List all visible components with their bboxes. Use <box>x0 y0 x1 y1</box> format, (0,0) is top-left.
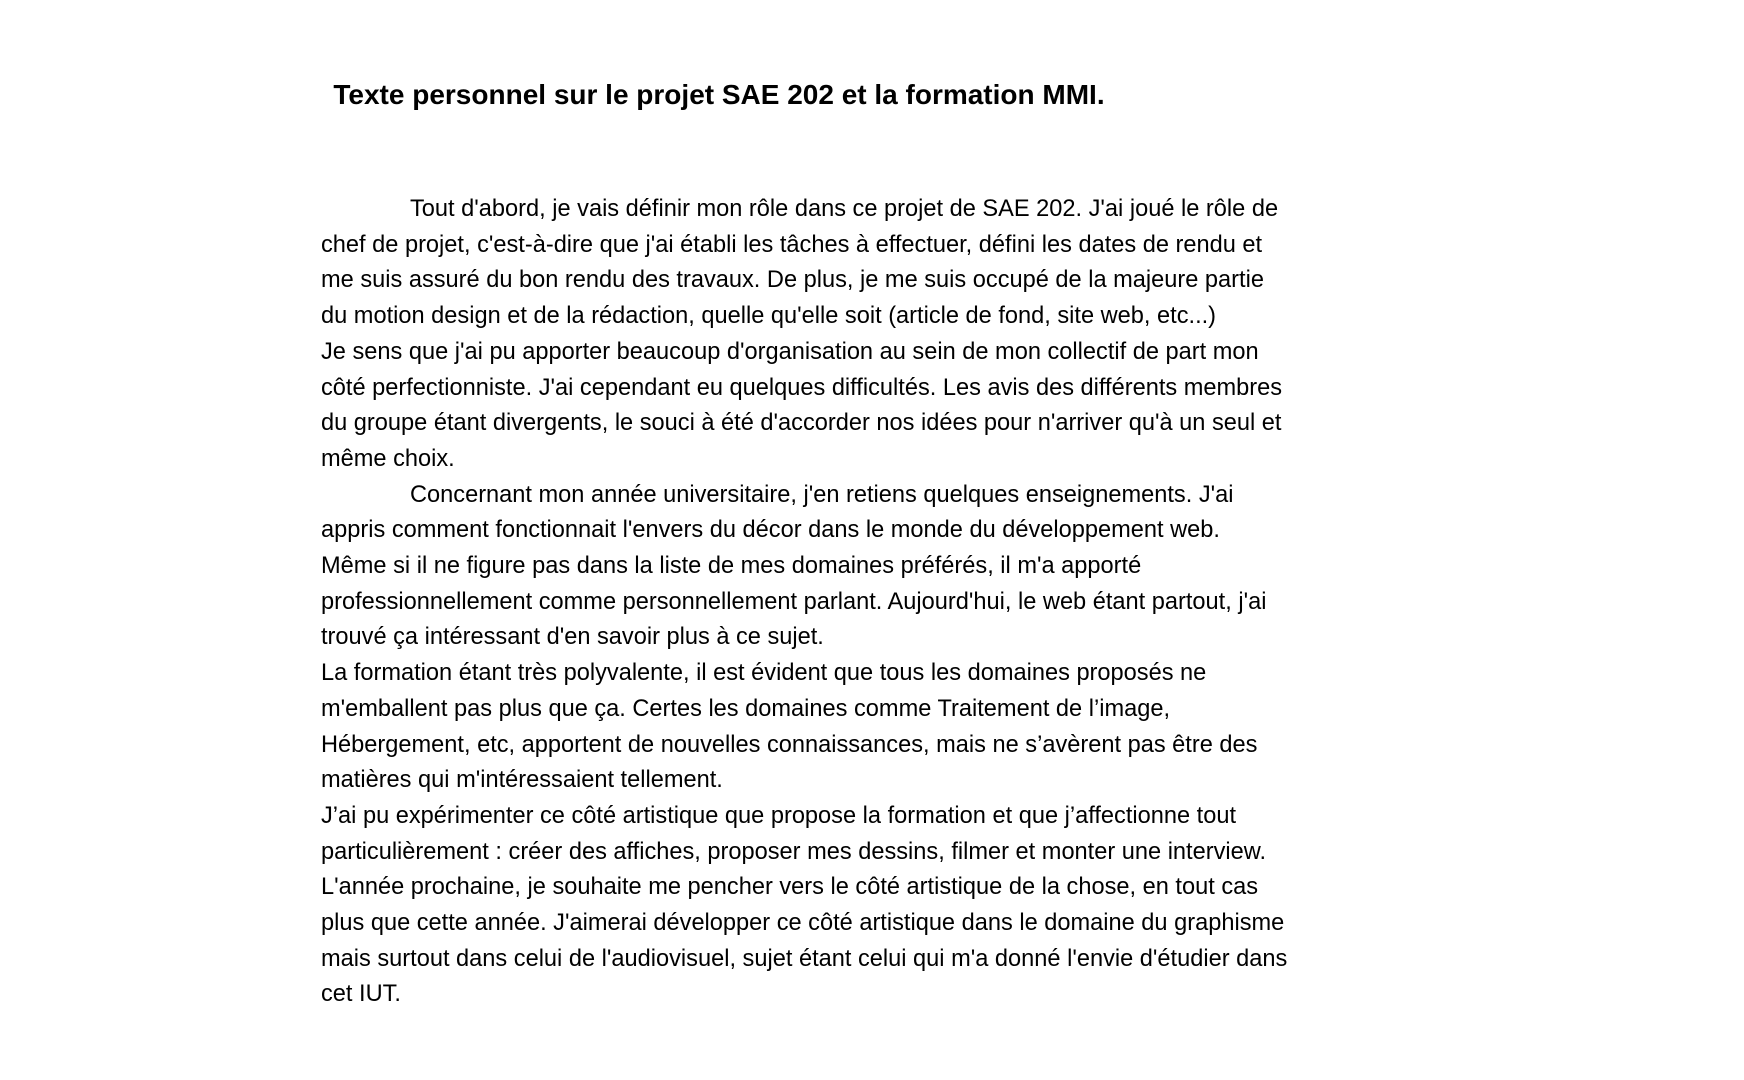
text-line: J’ai pu expérimenter ce côté artistique que propose la formation et que j’affectionne tout <box>321 802 1237 829</box>
text-line: côté perfectionniste. J'ai cependant eu quelques difficultés. Les avis des différents membres <box>321 374 1283 401</box>
text-line: cet IUT. <box>321 981 401 1008</box>
text-line: Même si il ne figure pas dans la liste de mes domaines préférés, il m'a apporté <box>321 553 1142 580</box>
text-line: me suis assuré du bon rendu des travaux. De plus, je me suis occupé de la majeure partie <box>321 267 1264 294</box>
text-line: plus que cette année. J'aimerai développer ce côté artistique dans le domaine du graphisme <box>321 910 1285 937</box>
paragraph-artistic <box>321 799 1441 870</box>
text-line: même choix. <box>321 445 455 472</box>
text-line: appris comment fonctionnait l'envers du décor dans le monde du développement web. <box>321 517 1220 544</box>
document-title: Texte personnel sur le projet SAE 202 et la formation MMI. <box>333 79 1105 110</box>
text-line: chef de projet, c'est-à-dire que j'ai établi les tâches à effectuer, défini les dates de rendu et <box>321 231 1263 258</box>
text-line: trouvé ça intéressant d'en savoir plus à ce sujet. <box>321 624 824 651</box>
text-line: professionnellement comme personnellement parlant. Aujourd'hui, le web étant partout, j'ai <box>321 588 1267 615</box>
text-line: L'année prochaine, je souhaite me pencher vers le côté artistique de la chose, en tout cas <box>321 874 1259 901</box>
text-line: Concernant mon année universitaire, j'en retiens quelques enseignements. J'ai <box>410 481 1234 508</box>
paragraph-university-year <box>321 478 1441 657</box>
text-line: Hébergement, etc, apportent de nouvelles connaissances, mais ne s’avèrent pas être des <box>321 731 1258 758</box>
paragraph-organisation <box>321 335 1441 478</box>
text-line: du groupe étant divergents, le souci à été d'accorder nos idées pour n'arriver qu'à un seul et <box>321 410 1282 437</box>
document-body <box>321 192 1441 1013</box>
paragraph-next-year <box>321 870 1441 1013</box>
text-line: du motion design et de la rédaction, quelle qu'elle soit (article de fond, site web, etc...) <box>321 303 1217 330</box>
text-line: mais surtout dans celui de l'audiovisuel, sujet étant celui qui m'a donné l'envie d'étudier dans <box>321 945 1288 972</box>
text-line: m'emballent pas plus que ça. Certes les domaines comme Traitement de l’image, <box>321 695 1171 722</box>
text-line: particulièrement : créer des affiches, proposer mes dessins, filmer et monter une interview. <box>321 838 1267 865</box>
text-line: La formation étant très polyvalente, il est évident que tous les domaines proposés ne <box>321 660 1207 687</box>
paragraph-formation <box>321 656 1441 799</box>
text-line: Je sens que j'ai pu apporter beaucoup d'organisation au sein de mon collectif de part mon <box>321 338 1259 365</box>
paragraph-role <box>321 192 1441 335</box>
text-line: matières qui m'intéressaient tellement. <box>321 767 723 794</box>
text-line: Tout d'abord, je vais définir mon rôle dans ce projet de SAE 202. J'ai joué le rôle de <box>410 196 1279 222</box>
